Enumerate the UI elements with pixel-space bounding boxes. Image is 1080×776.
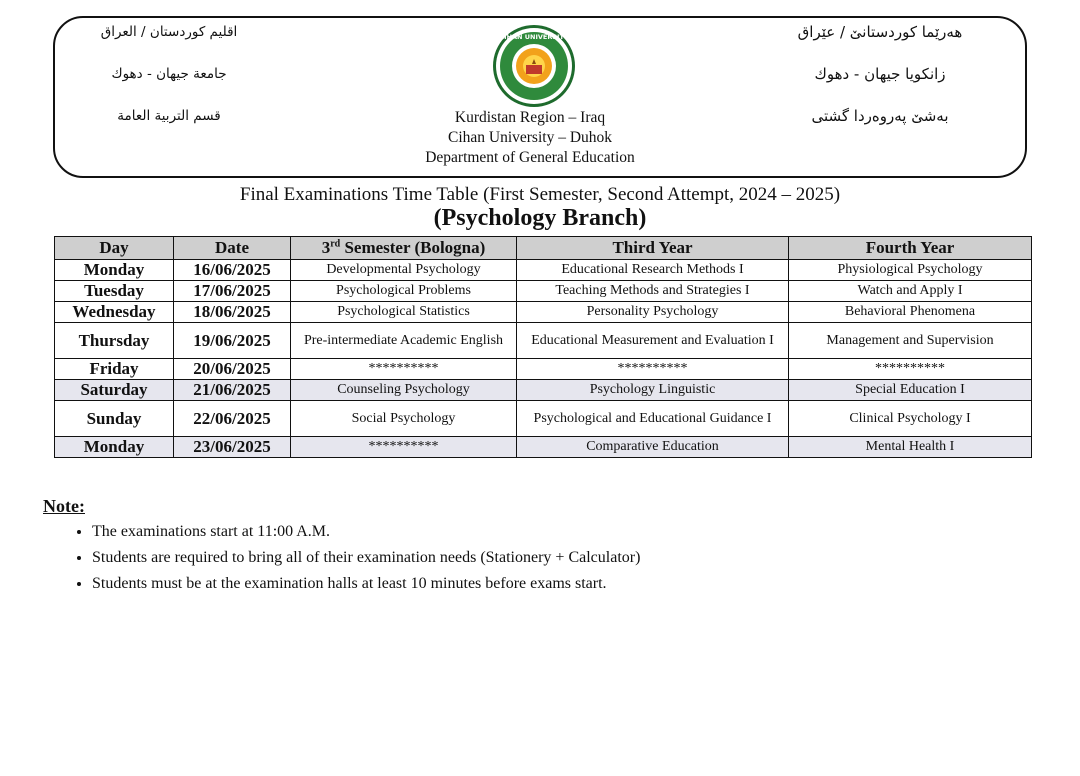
table-row [55, 260, 1032, 281]
semester-course: Psychological Statistics [291, 302, 517, 323]
col-fourth-year: Fourth Year [789, 237, 1032, 260]
semester-course: Counseling Psychology [291, 380, 517, 401]
table-row [55, 437, 1032, 458]
semester-suffix: rd [330, 238, 341, 250]
note-item: • The examinations start at 11:00 A.M. [92, 521, 640, 547]
date-cell: 20/06/2025 [174, 359, 291, 380]
fourth-year-course: Physiological Psychology [789, 260, 1032, 281]
university-logo [491, 23, 577, 109]
table-row [55, 323, 1032, 359]
table-row [55, 302, 1032, 323]
fourth-year-course: Behavioral Phenomena [789, 302, 1032, 323]
semester-course: Developmental Psychology [291, 260, 517, 281]
third-year-course: Psychological and Educational Guidance I [517, 401, 789, 437]
arabic-line-1: اقليم كوردستان / العراق [100, 24, 238, 40]
fourth-year-course: Management and Supervision [789, 323, 1032, 359]
semester-number: 3 [321, 238, 331, 257]
kurdish-line-1: هەرێما کوردستانێ / عێراق [797, 23, 963, 41]
table-header-row [55, 237, 1032, 260]
date-cell: 21/06/2025 [174, 380, 291, 401]
note-item: • Students must be at the examination halls at least 10 minutes before exams start. [92, 573, 640, 599]
fourth-year-course: Mental Health I [789, 437, 1032, 458]
day-cell: Friday [55, 359, 174, 380]
semester-course: Psychological Problems [291, 281, 517, 302]
page-subtitle: (Psychology Branch) [433, 205, 647, 231]
fourth-year-course: Special Education I [789, 380, 1032, 401]
date-cell: 23/06/2025 [174, 437, 291, 458]
date-cell: 19/06/2025 [174, 323, 291, 359]
note-item: • Students are required to bring all of their examination needs (Stationery + Calculator) [92, 547, 640, 573]
day-cell: Wednesday [55, 302, 174, 323]
semester-course: ********** [291, 437, 517, 458]
kurdish-line-3: بەشێ پەروەردا گشتی [811, 107, 949, 125]
col-day: Day [55, 237, 174, 260]
table-row [55, 359, 1032, 380]
english-line-2: Cihan University – Duhok [447, 129, 613, 146]
fourth-year-course: Watch and Apply I [789, 281, 1032, 302]
third-year-course: Comparative Education [517, 437, 789, 458]
third-year-course: ********** [517, 359, 789, 380]
kurdish-line-2: زانكویا جیهان - دهوك [814, 65, 946, 83]
day-cell: Saturday [55, 380, 174, 401]
english-line-1: Kurdistan Region – Iraq [454, 109, 606, 126]
third-year-course: Psychology Linguistic [517, 380, 789, 401]
note-list [70, 521, 640, 599]
fourth-year-course: ********** [789, 359, 1032, 380]
table-row [55, 401, 1032, 437]
svg-text:CIHAN UNIVERSITY: CIHAN UNIVERSITY [499, 33, 569, 41]
third-year-course: Educational Measurement and Evaluation I [517, 323, 789, 359]
day-cell: Monday [55, 437, 174, 458]
date-cell: 18/06/2025 [174, 302, 291, 323]
semester-course: ********** [291, 359, 517, 380]
col-date: Date [174, 237, 291, 260]
exam-timetable [54, 236, 1032, 458]
arabic-line-2: جامعة جيهان - دهوك [111, 66, 227, 82]
fourth-year-course: Clinical Psychology I [789, 401, 1032, 437]
day-cell: Thursday [55, 323, 174, 359]
table-row [55, 281, 1032, 302]
table-row [55, 380, 1032, 401]
third-year-course: Personality Psychology [517, 302, 789, 323]
note-heading: Note: [43, 496, 85, 516]
english-header [380, 108, 680, 168]
col-third-year: Third Year [517, 237, 789, 260]
date-cell: 22/06/2025 [174, 401, 291, 437]
arabic-line-3: قسم التربية العامة [117, 108, 221, 124]
semester-label: Semester (Bologna) [344, 238, 486, 257]
semester-course: Social Psychology [291, 401, 517, 437]
english-line-3: Department of General Education [425, 149, 635, 166]
day-cell: Sunday [55, 401, 174, 437]
date-cell: 16/06/2025 [174, 260, 291, 281]
date-cell: 17/06/2025 [174, 281, 291, 302]
col-semester [291, 237, 517, 260]
kurdish-header [780, 16, 980, 142]
third-year-course: Educational Research Methods I [517, 260, 789, 281]
day-cell: Tuesday [55, 281, 174, 302]
arabic-header [69, 16, 269, 142]
day-cell: Monday [55, 260, 174, 281]
semester-course: Pre-intermediate Academic English [291, 323, 517, 359]
page-title: Final Examinations Time Table (First Semester, Second Attempt, 2024 – 2025) [239, 184, 841, 205]
third-year-course: Teaching Methods and Strategies I [517, 281, 789, 302]
